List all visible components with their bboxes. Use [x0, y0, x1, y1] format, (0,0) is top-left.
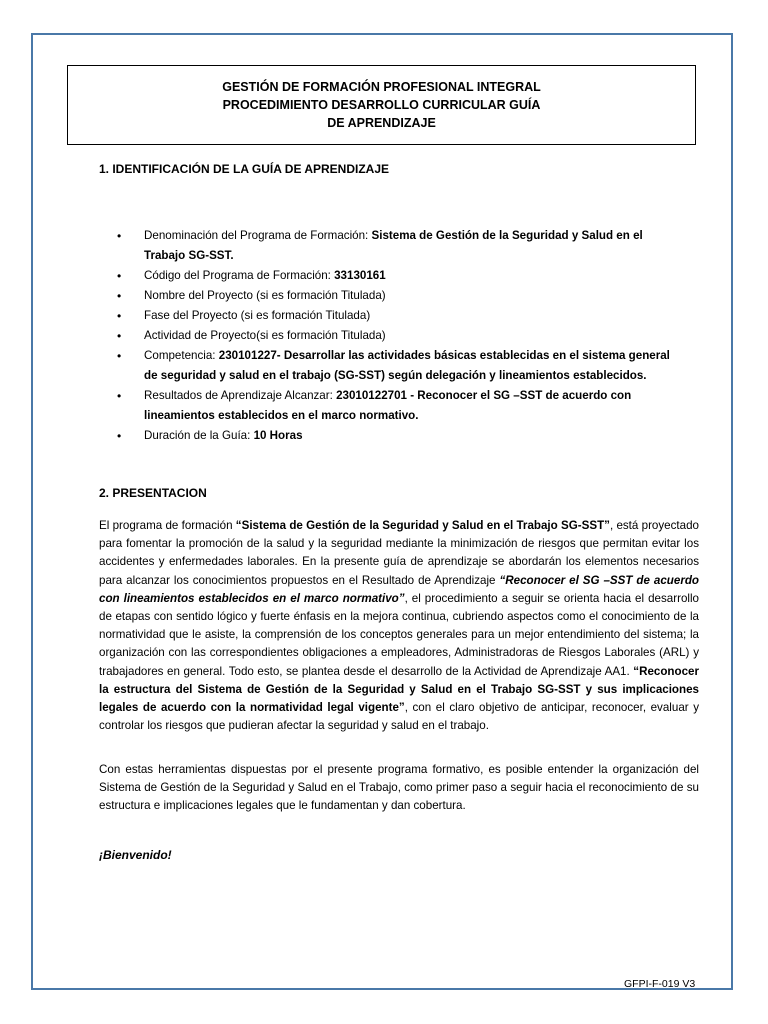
section-2-title: 2. PRESENTACION — [99, 486, 207, 500]
list-item — [99, 286, 677, 306]
text-run: El programa de formación — [99, 519, 236, 532]
text-run: “Reconocer el SG –SST de acuerdo con lineamientos establecidos en el marco normativo” — [99, 573, 700, 605]
item-label: Denominación del Programa de Formación: — [144, 229, 372, 242]
identification-list — [99, 226, 677, 446]
list-item — [99, 426, 677, 446]
item-label: Actividad de Proyecto(si es formación Titulada) — [144, 329, 386, 342]
header-line-2: PROCEDIMIENTO DESARROLLO CURRICULAR GUÍA — [222, 98, 541, 112]
list-item — [99, 226, 677, 266]
text-run: “Sistema de Gestión de la Seguridad y Salud en el Trabajo SG-SST” — [235, 519, 610, 532]
item-label: Nombre del Proyecto (si es formación Titulada) — [144, 289, 386, 302]
welcome-text: ¡Bienvenido! — [99, 848, 172, 862]
item-label: Resultados de Aprendizaje Alcanzar: — [144, 389, 337, 402]
item-value: 23010122701 - Reconocer el SG –SST de acuerdo con lineamientos establecidos en el marco normativo. — [144, 389, 632, 422]
text-run: , con el claro objetivo de anticipar, reconocer, evaluar y controlar los riesgos que pudieran afectar la seguridad y salud en el trabajo. — [99, 701, 699, 733]
item-value: Sistema de Gestión de la Seguridad y Salud en el Trabajo SG-SST. — [144, 229, 643, 262]
text-run: , está proyectado para fomentar la promoción de la salud y la seguridad mediante la minimización de riesgos que permitan evitar los accidentes y enfermedades laborales. En la presente guía de aprendizaje se abordarán los elementos necesarios para alcanzar los conocimientos propuestos en el Resultado de Aprendizaje — [99, 519, 699, 587]
text-run: “Reconocer la estructura del Sistema de Gestión de la Seguridad y Salud en el Trabajo SG-SST y sus implicaciones legales de acuerdo con la normatividad legal vigente” — [99, 664, 699, 715]
list-item — [99, 346, 677, 386]
list-item — [99, 266, 677, 286]
header-line-1: GESTIÓN DE FORMACIÓN PROFESIONAL INTEGRAL — [222, 80, 541, 94]
item-label: Competencia: — [144, 349, 219, 362]
list-item — [99, 306, 677, 326]
list-item — [99, 386, 677, 426]
form-code: GFPI-F-019 V3 — [624, 978, 696, 990]
presentation-paragraph-1 — [99, 517, 699, 735]
text-run: , el procedimiento a seguir se orienta hacia el desarrollo de etapas con sentido lógico y fuerte énfasis en la mejora continua, cubriendo aspectos como el conocimiento de la normatividad que le asiste, la comprensión de los conceptos generales para un mejor entendimiento del sistema; la organización con las correspondientes obligaciones a empleadores, Administradoras de Riesgos Laborales (ARL) y trabajadores en general. Todo esto, se plantea desde el desarrollo de la Actividad de Aprendizaje AA1. — [99, 591, 699, 678]
item-value: 10 Horas — [253, 429, 303, 442]
presentation-paragraph-2: Con estas herramientas dispuestas por el presente programa formativo, es posible entender la organización del Sistema de Gestión de la Seguridad y Salud en el Trabajo, como primer paso a seguir hacia el reconocimiento de su estructura e implicaciones legales que le fundamentan y dan cobertura. — [99, 763, 699, 813]
item-value: 33130161 — [334, 269, 386, 282]
item-value: 230101227- Desarrollar las actividades básicas establecidas en el sistema general de seguridad y salud en el trabajo (SG-SST) según delegación y lineamientos establecidos. — [144, 349, 670, 382]
item-label: Duración de la Guía: — [144, 429, 254, 442]
page-border — [31, 33, 733, 990]
header-line-3: DE APRENDIZAJE — [327, 116, 436, 130]
item-label: Código del Programa de Formación: — [144, 269, 335, 282]
section-1-title: 1. IDENTIFICACIÓN DE LA GUÍA DE APRENDIZAJE — [99, 162, 390, 176]
document-header — [67, 65, 696, 145]
item-label: Fase del Proyecto (si es formación Titulada) — [144, 309, 371, 322]
list-item — [99, 326, 677, 346]
